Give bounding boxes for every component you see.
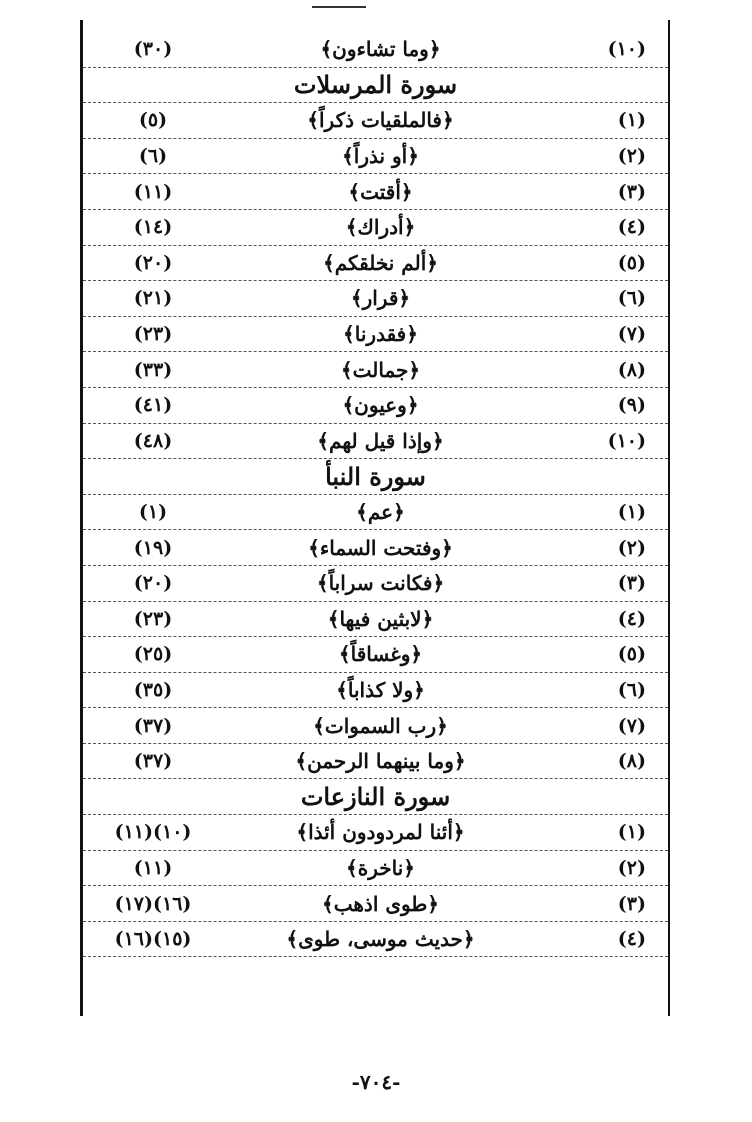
verse-reference: (٤١) xyxy=(133,394,173,417)
entry-number: (١) xyxy=(617,109,646,132)
quran-word: ﴿وما تشاءون﴾ xyxy=(320,37,441,62)
table-row xyxy=(83,424,668,460)
verse-reference: (٢٣) xyxy=(133,323,173,346)
table-row xyxy=(83,602,668,638)
verse-reference: (٣٣) xyxy=(133,358,173,381)
verse-reference: (١) xyxy=(138,501,168,524)
verse-reference: (١٦)(١٧) xyxy=(114,892,192,915)
verse-reference: (٣٥) xyxy=(133,678,173,701)
table-row xyxy=(83,566,668,602)
entry-number: (١) xyxy=(617,501,646,524)
quran-word: ﴿أقتت﴾ xyxy=(348,179,413,204)
quran-word: ﴿وفتحت السماء﴾ xyxy=(308,535,453,560)
table-row xyxy=(83,281,668,317)
verse-reference: (٢٣) xyxy=(133,607,173,630)
quran-word: ﴿أدراك﴾ xyxy=(345,215,416,240)
verse-reference: (٦) xyxy=(138,145,168,168)
entry-number: (١) xyxy=(617,821,646,844)
table-frame xyxy=(80,20,670,1016)
table-row xyxy=(83,744,668,780)
table-row xyxy=(83,530,668,566)
surah-title: سورة المرسلات xyxy=(293,70,458,100)
verse-reference: (٢٠) xyxy=(133,572,173,595)
verse-reference: (٢٠) xyxy=(133,251,173,274)
verse-reference: (٣٧) xyxy=(133,750,173,773)
entry-number: (٧) xyxy=(617,323,646,346)
surah-header-row xyxy=(83,68,668,104)
table-row xyxy=(83,32,668,68)
entry-number: (٣) xyxy=(617,180,646,203)
table-row xyxy=(83,673,668,709)
table-row xyxy=(83,174,668,210)
entry-number: (٩) xyxy=(617,394,646,417)
quran-word: ﴿وإذا قيل لهم﴾ xyxy=(317,428,444,453)
table-row xyxy=(83,851,668,887)
surah-header-row xyxy=(83,779,668,815)
table-row xyxy=(83,922,668,958)
quran-word: ﴿وما بينهما الرحمن﴾ xyxy=(295,749,466,774)
table-row xyxy=(83,139,668,175)
table-row xyxy=(83,103,668,139)
verse-reference: (١٥)(١٦) xyxy=(114,928,192,951)
entry-number: (٦) xyxy=(617,287,646,310)
table-row xyxy=(83,352,668,388)
entry-number: (٤) xyxy=(617,928,646,951)
quran-word: ﴿أو نذراً﴾ xyxy=(342,144,419,169)
verse-reference: (٢٥) xyxy=(133,643,173,666)
entry-number: (٥) xyxy=(617,643,646,666)
entry-number: (٤) xyxy=(617,607,646,630)
entry-number: (٢) xyxy=(617,856,646,879)
quran-word: ﴿طوى اذهب﴾ xyxy=(322,891,439,916)
entry-number: (٨) xyxy=(617,358,646,381)
table-row xyxy=(83,886,668,922)
verse-reference: (٣٧) xyxy=(133,714,173,737)
quran-word: ﴿حديث موسى، طوى﴾ xyxy=(286,927,475,952)
quran-word: ﴿ألم نخلقكم﴾ xyxy=(323,250,438,275)
quran-word: ﴿أئنا لمردودون أئذا﴾ xyxy=(296,820,465,845)
verse-reference: (٣٠) xyxy=(133,38,173,61)
entry-number: (٧) xyxy=(617,714,646,737)
table-row xyxy=(83,210,668,246)
entry-number: (٦) xyxy=(617,678,646,701)
verse-reference: (١٤) xyxy=(133,216,173,239)
surah-title: سورة النازعات xyxy=(300,782,451,812)
top-rule xyxy=(312,6,366,8)
entry-number: (٨) xyxy=(617,750,646,773)
page-number: -٧٠٤- xyxy=(351,1070,401,1094)
quran-word: ﴿جمالت﴾ xyxy=(340,357,421,382)
table-row xyxy=(83,708,668,744)
entry-number: (٣) xyxy=(617,572,646,595)
quran-word: ﴿فكانت سراباً﴾ xyxy=(316,571,445,596)
quran-word: ﴿رب السموات﴾ xyxy=(313,713,448,738)
quran-word: ﴿ناخرة﴾ xyxy=(346,855,415,880)
quran-word: ﴿ولا كذاباً﴾ xyxy=(336,677,425,702)
surah-header-row xyxy=(83,459,668,495)
entry-number: (١٠) xyxy=(607,429,646,452)
table-row xyxy=(83,815,668,851)
quran-word: ﴿وغساقاً﴾ xyxy=(338,642,423,667)
quran-word: ﴿لابثين فيها﴾ xyxy=(327,606,434,631)
table-rows xyxy=(83,32,668,957)
entry-number: (٥) xyxy=(617,251,646,274)
quran-word: ﴿فالملقيات ذكراً﴾ xyxy=(307,108,454,133)
table-row xyxy=(83,317,668,353)
entry-number: (٢) xyxy=(617,145,646,168)
entry-number: (١٠) xyxy=(607,38,646,61)
verse-reference: (١٩) xyxy=(133,536,173,559)
verse-reference: (٥) xyxy=(138,109,168,132)
verse-reference: (١٠)(١١) xyxy=(114,821,192,844)
quran-word: ﴿وعيون﴾ xyxy=(342,393,419,418)
verse-reference: (٢١) xyxy=(133,287,173,310)
entry-number: (٣) xyxy=(617,892,646,915)
quran-word: ﴿عم﴾ xyxy=(356,500,405,525)
table-row xyxy=(83,388,668,424)
table-row xyxy=(83,495,668,531)
entry-number: (٢) xyxy=(617,536,646,559)
quran-word: ﴿قرار﴾ xyxy=(350,286,411,311)
quran-word: ﴿فقدرنا﴾ xyxy=(343,322,418,347)
table-row xyxy=(83,246,668,282)
verse-reference: (١١) xyxy=(133,856,173,879)
verse-reference: (١١) xyxy=(133,180,173,203)
entry-number: (٤) xyxy=(617,216,646,239)
table-row xyxy=(83,637,668,673)
verse-reference: (٤٨) xyxy=(133,429,173,452)
surah-title: سورة النبأ xyxy=(325,461,426,491)
